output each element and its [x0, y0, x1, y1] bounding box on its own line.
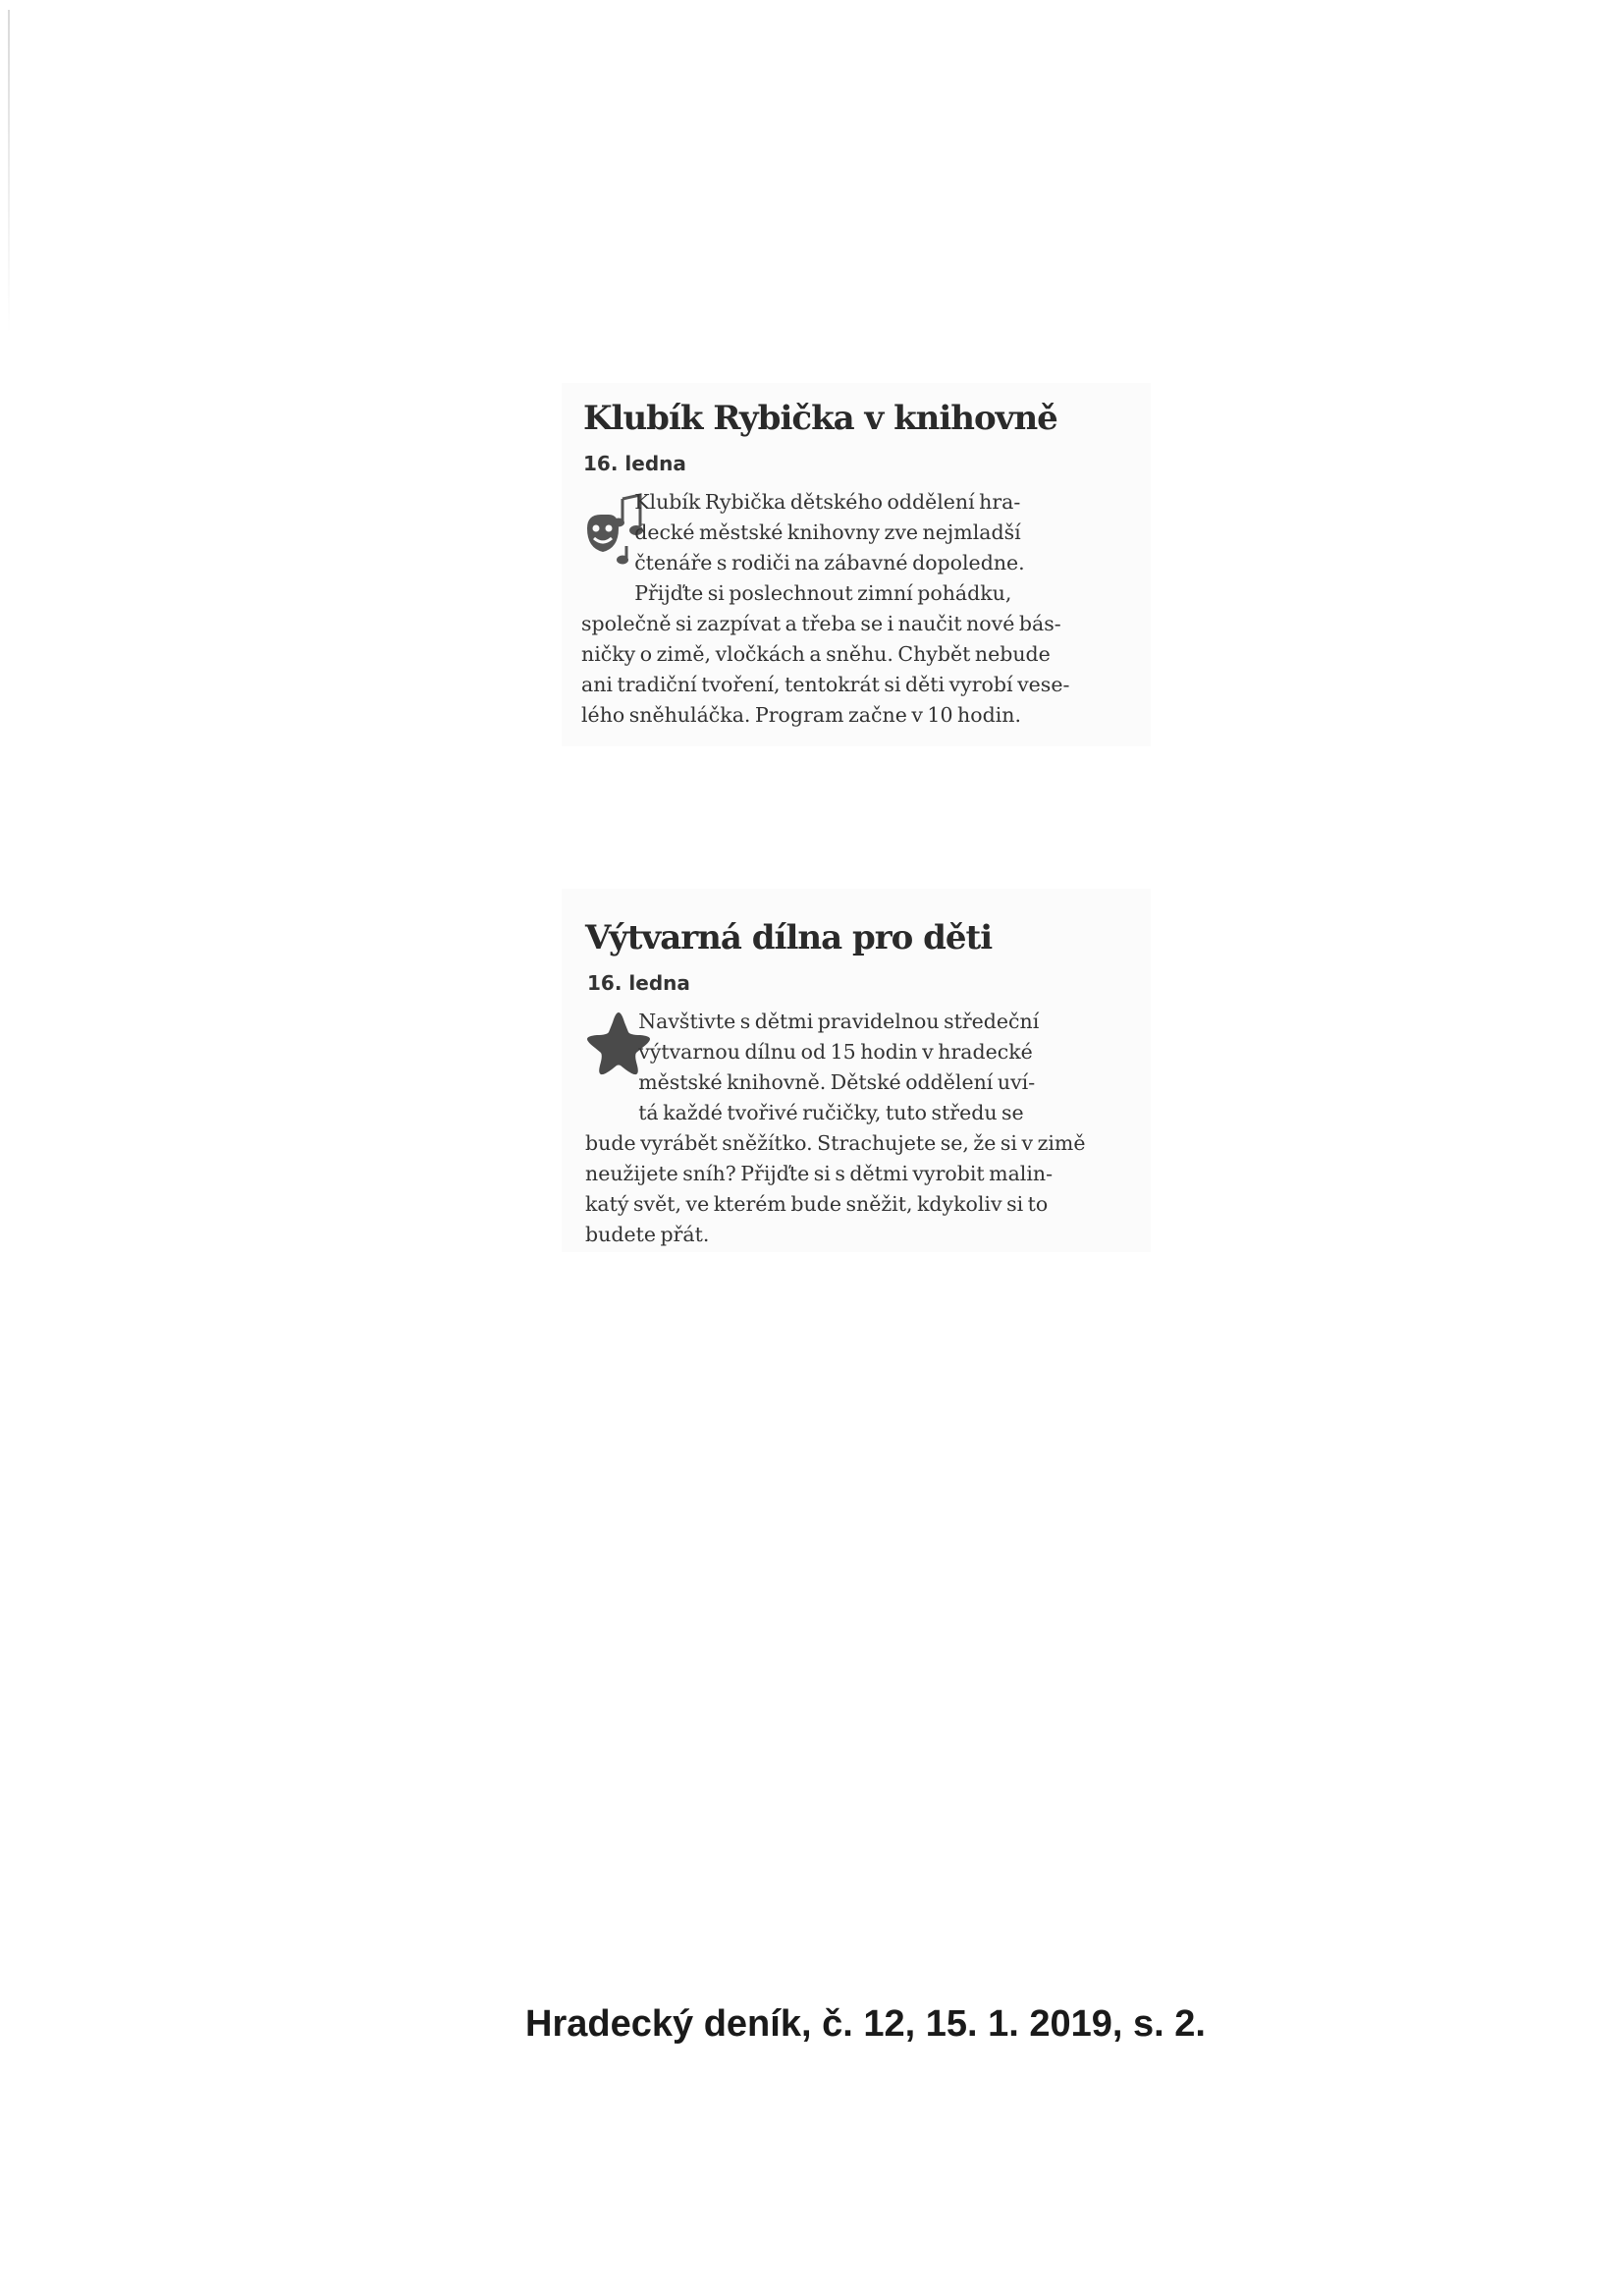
article-line: společně si zazpívat a třeba se i naučit nové bás- — [581, 612, 1061, 635]
article-title: Výtvarná dílna pro děti — [585, 918, 993, 957]
article-line: městské knihovně. Dětské oddělení uví- — [585, 1070, 1036, 1094]
article-line: ničky o zimě, vločkách a sněhu. Chybět nebude — [581, 642, 1051, 666]
article-body — [581, 487, 1161, 731]
article-clipping — [562, 383, 1151, 746]
scan-edge — [8, 10, 10, 334]
article-body — [585, 1007, 1164, 1250]
article-line: budete přát. — [585, 1223, 710, 1246]
article-line: čtenáře s rodiči na zábavné dopoledne. — [581, 551, 1025, 574]
article-title: Klubík Rybička v knihovně — [583, 399, 1057, 438]
article-line: neužijete sníh? Přijďte si s dětmi vyrobit malin- — [585, 1162, 1054, 1185]
article-line: decké městské knihovny zve nejmladší — [581, 520, 1021, 544]
article-line: Přijďte si poslechnout zimní pohádku, — [581, 581, 1012, 605]
article-line: bude vyrábět sněžítko. Strachujete se, že si v zimě — [585, 1131, 1086, 1155]
article-line: Navštivte s dětmi pravidelnou středeční — [585, 1010, 1040, 1033]
article-line: ani tradiční tvoření, tentokrát si děti vyrobí vese- — [581, 673, 1070, 696]
article-line: tá každé tvořivé ručičky, tuto středu se — [585, 1101, 1024, 1124]
article-line: katý svět, ve kterém bude sněžit, kdykoliv si to — [585, 1192, 1049, 1216]
article-date: 16. ledna — [583, 452, 686, 475]
article-line: lého sněhuláčka. Program začne v 10 hodin. — [581, 703, 1021, 727]
article-date: 16. ledna — [587, 971, 690, 995]
source-citation: Hradecký deník, č. 12, 15. 1. 2019, s. 2. — [525, 2003, 1206, 2045]
article-line: výtvarnou dílnu od 15 hodin v hradecké — [585, 1040, 1033, 1064]
article-clipping — [562, 889, 1151, 1252]
article-line: Klubík Rybička dětského oddělení hra- — [581, 490, 1021, 514]
